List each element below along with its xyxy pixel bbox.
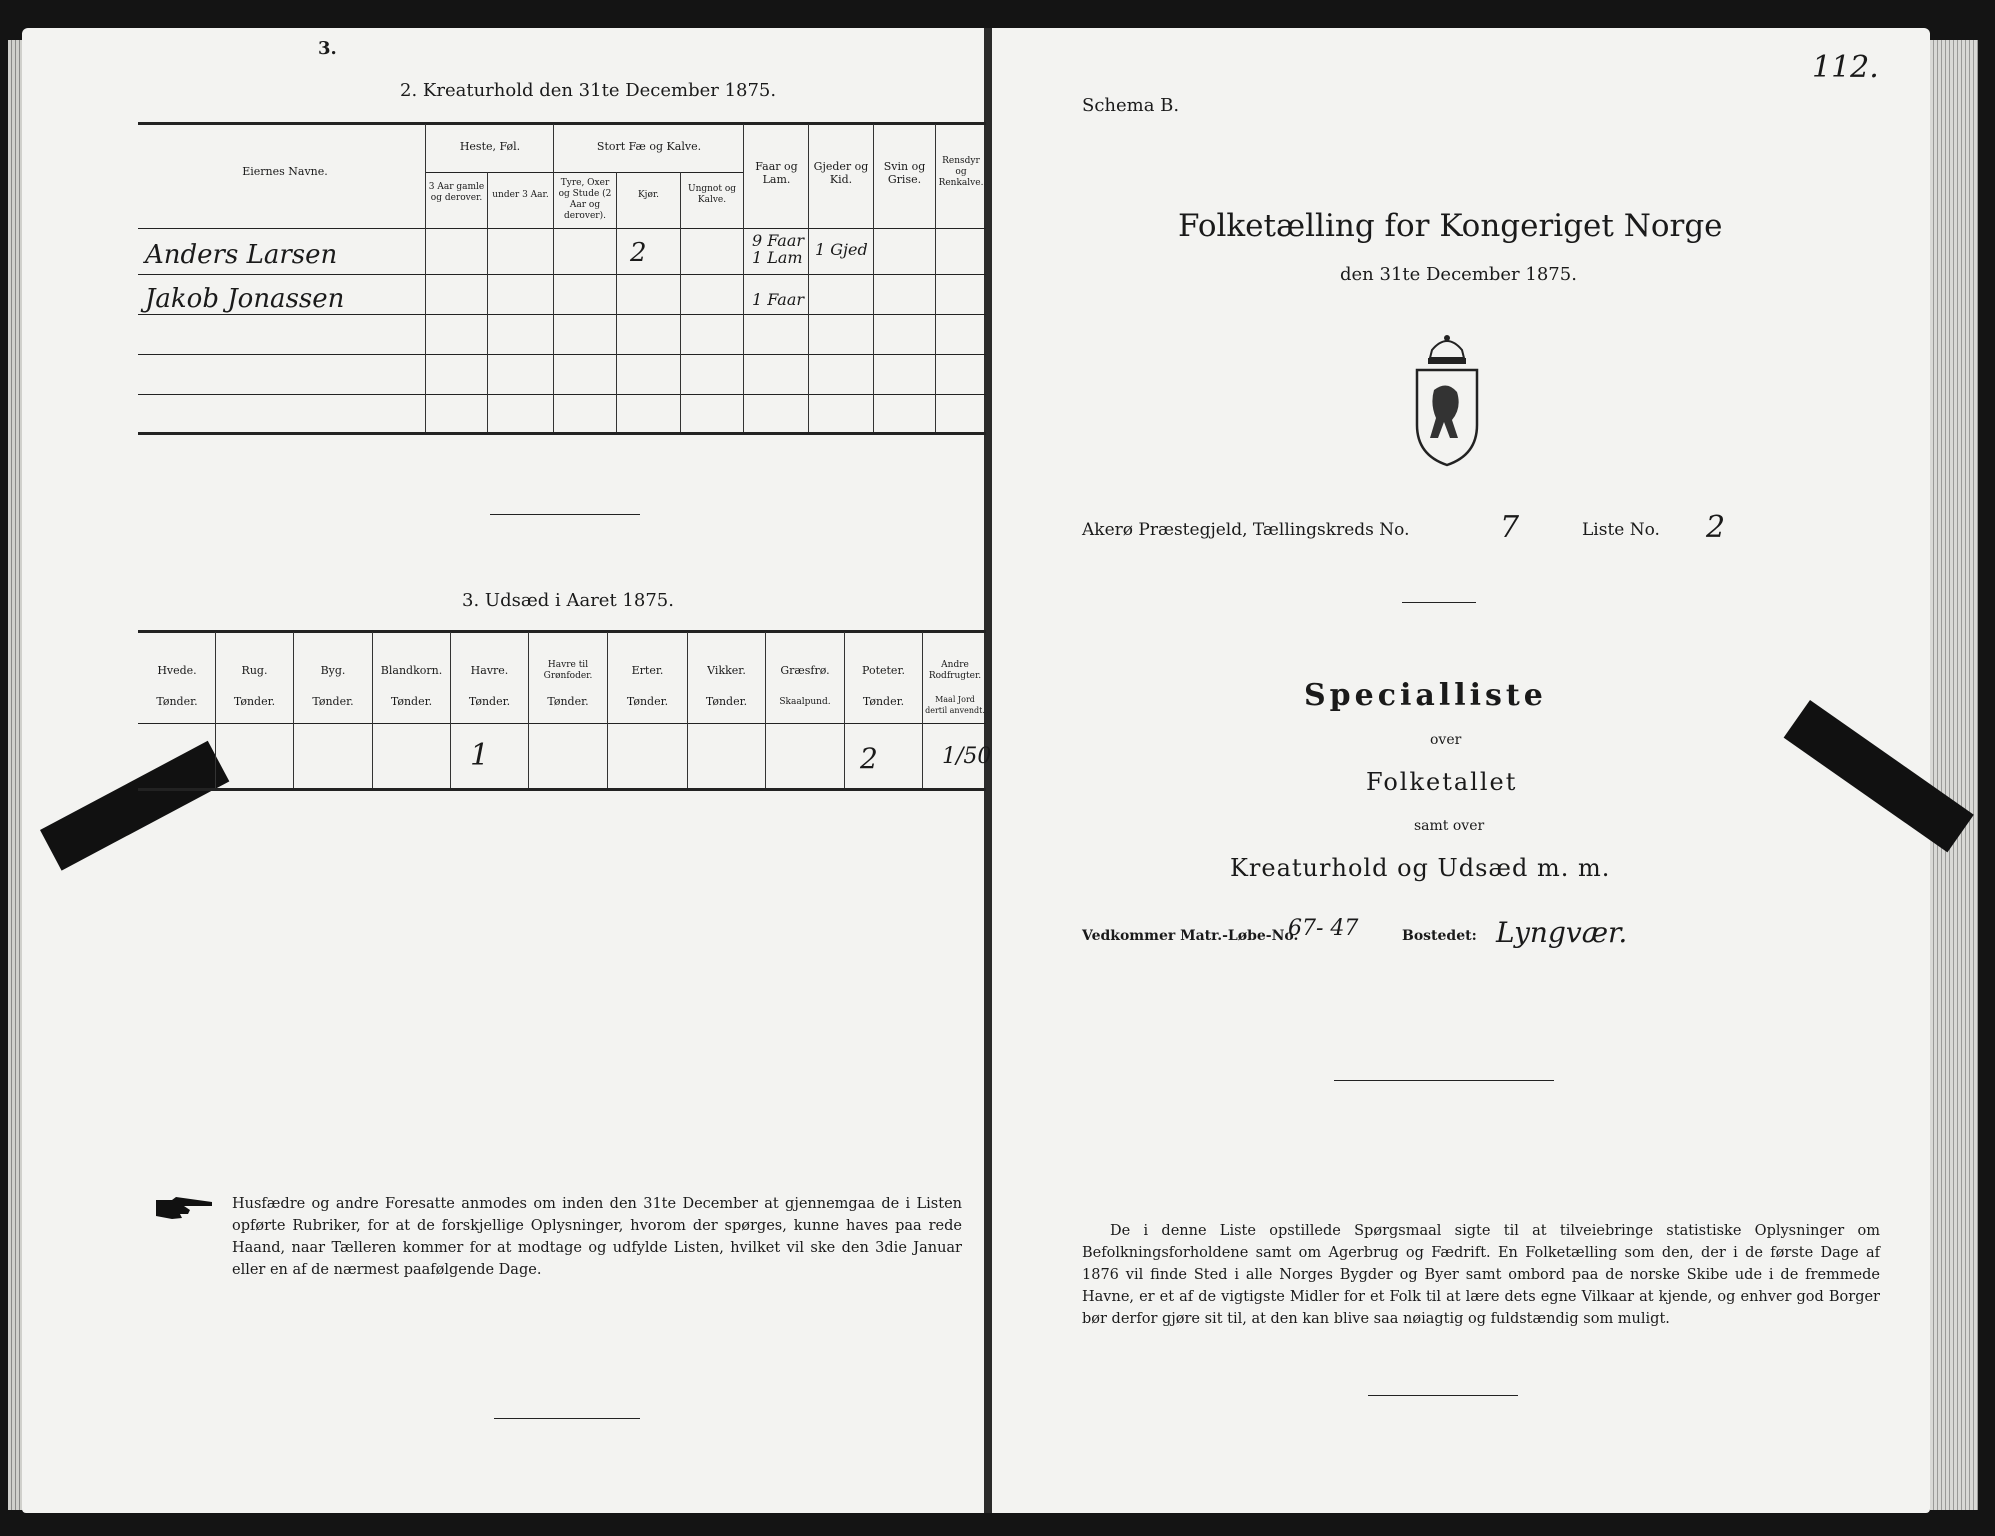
s2-row-line-4 [138, 394, 986, 395]
s3-unit-hvede: Tønder. [156, 695, 198, 708]
s3-header-rug: Rug. [241, 664, 268, 677]
bosted-value: Lyngvær. [1496, 916, 1628, 949]
section2-title: 2. Kreaturhold den 31te December 1875. [400, 80, 777, 101]
separator-rule [1368, 1395, 1518, 1396]
s3-unit-havre-gronfoder: Tønder. [547, 695, 589, 708]
schema-label: Schema B. [1082, 95, 1180, 116]
location-label: Akerø Præstegjeld, Tællingskreds No. [1082, 520, 1410, 540]
s2-col-divider [425, 124, 426, 432]
s3-top-rule [138, 630, 986, 633]
col-ungnot: Ungnot og Kalve. [687, 184, 736, 205]
s3-col-divider [372, 632, 373, 788]
s3-col-divider [922, 632, 923, 788]
census-date: den 31te December 1875. [1340, 264, 1577, 285]
samt-over-text: samt over [1414, 818, 1485, 834]
s3-col-divider [844, 632, 845, 788]
s3-col-divider [607, 632, 608, 788]
s3-col-divider [293, 632, 294, 788]
col-tyre-oxer: Tyre, Oxer og Stude (2 Aar og derover). [558, 178, 612, 221]
s3-header-andre-rodfrugter: Andre Rodfrugter. [928, 660, 982, 681]
s3-value-andre-rodfrugter: 1/50 [942, 744, 992, 769]
liste-number: 2 [1706, 510, 1726, 545]
section3-title: 3. Udsæd i Aaret 1875. [462, 590, 674, 611]
s3-unit-vikker: Tønder. [705, 695, 748, 708]
s3-unit-blandkorn: Tønder. [390, 695, 433, 708]
s3-unit-andre-rodfrugter: Maal Jord dertil anvendt. [925, 695, 985, 715]
col-heste-under3: under 3 Aar. [492, 190, 549, 200]
s3-header-graesfro: Græsfrø. [780, 664, 830, 677]
s3-col-divider [450, 632, 451, 788]
kreaturhold-heading: Kreaturhold og Udsæd m. m. [1230, 854, 1611, 882]
owner-name: Anders Larsen [145, 240, 338, 270]
main-title: Folketælling for Kongeriget Norge [1178, 208, 1723, 244]
faar-value: 1 Faar [752, 290, 805, 309]
footer-text: De i denne Liste opstillede Spørgsmaal sigte til at tilveiebringe statistiske Oplysninger om Befolkningsforholdene samt om Agerbrug og Fædrift. En Folketælling som den, der i de første Dage af 1876 vil finde Sted i alle Norges Bygder og Byer samt ombord paa de norske Skibe ude i de fremmede Havne, er et af de vigtigste Midler for et Folk til at lære dets egne Vilkaar at kjende, og enhver god Borger bør derfor gjøre sit til, at den kan blive saa nøiagtig og fuldstændig som muligt. [1082, 1223, 1880, 1327]
book-edge-right [1930, 40, 1978, 1510]
s2-group-rule-stort [553, 172, 743, 173]
s2-row-line-1 [138, 274, 986, 275]
s3-header-vikker: Vikker. [707, 664, 746, 677]
separator-rule [494, 1418, 640, 1419]
s3-value-poteter: 2 [860, 742, 878, 775]
pointing-hand-icon [154, 1194, 216, 1222]
col-heste-3aar: 3 Aar gamle og derover. [428, 182, 485, 203]
owner-name: Jakob Jonassen [145, 284, 345, 314]
matr-number: 67- 47 [1288, 916, 1359, 941]
col-svin: Svin og Grise. [883, 160, 926, 186]
s2-group-rule-heste [425, 172, 553, 173]
s3-header-erter: Erter. [631, 664, 664, 677]
faar-value: 9 Faar 1 Lam [752, 231, 805, 267]
s2-col-divider [935, 124, 936, 432]
s3-col-divider [765, 632, 766, 788]
s2-col-divider [873, 124, 874, 432]
separator-rule [1402, 602, 1476, 603]
s2-top-rule [138, 122, 986, 125]
s2-col-divider [680, 172, 681, 432]
book-gutter [984, 28, 992, 1513]
separator-rule [1334, 1080, 1554, 1081]
s3-header-havre-gronfoder: Havre til Grønfoder. [543, 660, 593, 681]
s3-header-blandkorn: Blandkorn. [380, 664, 443, 677]
s3-header-havre: Havre. [470, 664, 509, 677]
s3-unit-erter: Tønder. [626, 695, 669, 708]
s2-row-line-3 [138, 354, 986, 355]
s3-bottom-rule [138, 788, 986, 791]
s3-unit-rug: Tønder. [233, 695, 276, 708]
s3-unit-byg: Tønder. [312, 695, 354, 708]
header-mark: 3. [318, 38, 337, 59]
col-heste-header: Heste, Føl. [459, 140, 521, 153]
s3-value-havre: 1 [470, 738, 490, 773]
s3-col-divider [215, 632, 216, 788]
col-owner-header: Eiernes Navne. [242, 165, 328, 178]
s3-unit-havre: Tønder. [468, 695, 511, 708]
s2-col-divider [487, 172, 488, 432]
col-faar: Faar og Lam. [755, 160, 798, 186]
folketallet-heading: Folketallet [1366, 768, 1518, 796]
col-kjor: Kjør. [637, 190, 660, 200]
s3-col-divider [687, 632, 688, 788]
kjor-value: 2 [630, 238, 647, 268]
s2-bottom-rule [138, 432, 986, 435]
s2-col-divider [743, 124, 744, 432]
s2-header-bottom [138, 228, 986, 229]
col-gjeder: Gjeder og Kid. [813, 160, 869, 186]
s3-unit-poteter: Tønder. [862, 695, 905, 708]
specialliste-heading: Specialliste [1304, 678, 1547, 713]
s2-row-line-2 [138, 314, 986, 315]
matr-label: Vedkommer Matr.-Løbe-No. [1082, 928, 1299, 944]
kreds-number: 7 [1500, 510, 1520, 545]
s3-header-hvede: Hvede. [157, 664, 197, 677]
separator-rule [490, 514, 640, 515]
s2-col-divider [616, 172, 617, 432]
s3-header-poteter: Poteter. [862, 664, 905, 677]
over-text: over [1430, 732, 1462, 748]
s3-header-byg: Byg. [320, 664, 346, 677]
bosted-label: Bostedet: [1402, 928, 1477, 944]
gjeder-value: 1 Gjed [815, 240, 868, 259]
col-rensdyr: Rensdyr og Renkalve. [938, 156, 984, 188]
instruction-note: Husfædre og andre Foresatte anmodes om inden den 31te December at gjennemgaa de i Listen opførte Rubriker, for at de forskjellige Oplysninger, hvorom der spørges, kunne haves paa rede Haand, naar Tælleren kommer for at modtage og udfylde Listen, hvilket vil ske den 3die Januar eller en af de nærmest paafølgende Dage. [232, 1196, 962, 1278]
s3-col-divider [528, 632, 529, 788]
s3-unit-graesfro: Skaalpund. [779, 697, 831, 707]
s3-header-bottom [138, 723, 986, 724]
norwegian-coat-of-arms-icon [1402, 330, 1492, 470]
s2-col-divider [808, 124, 809, 432]
col-stort-header: Stort Fæ og Kalve. [596, 140, 702, 153]
s2-col-divider [553, 124, 554, 432]
page-number: 112. [1812, 50, 1879, 85]
liste-label: Liste No. [1582, 520, 1660, 540]
